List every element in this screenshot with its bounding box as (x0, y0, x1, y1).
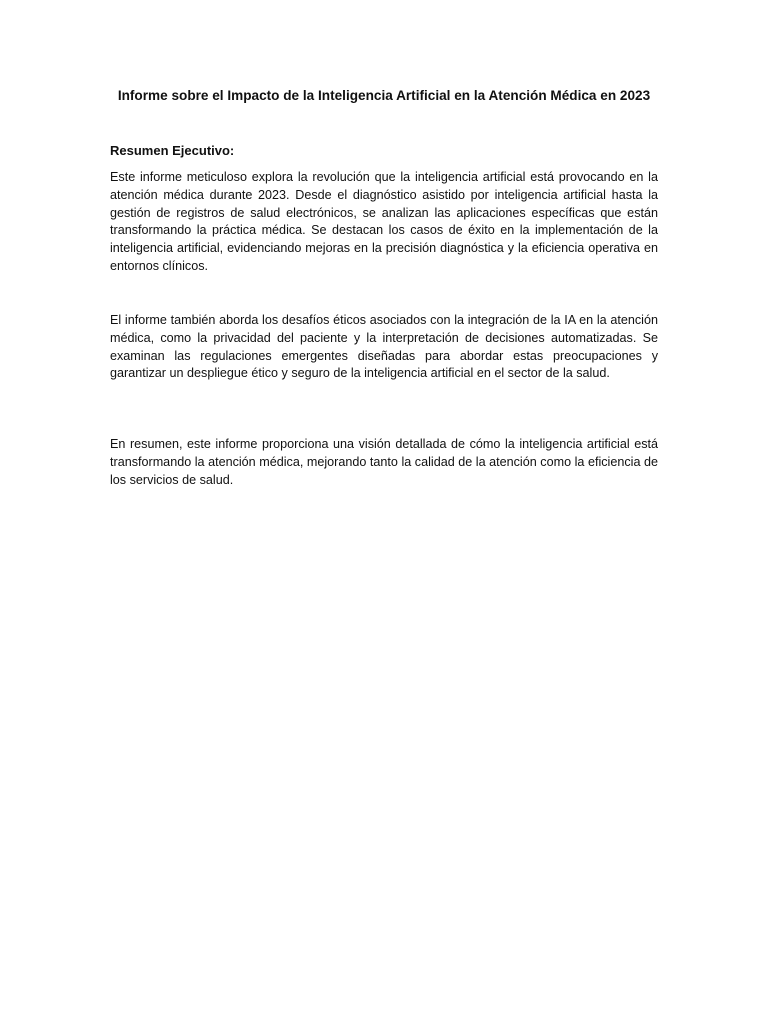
paragraph-conclusion: En resumen, este informe proporciona una visión detallada de cómo la inteligencia artificial está transformando la atención médica, mejorando tanto la calidad de la atención como la eficiencia de los servicios de salud. (110, 437, 658, 487)
paragraph-summary: Este informe meticuloso explora la revolución que la inteligencia artificial está provocando en la atención médica durante 2023. Desde el diagnóstico asistido por inteligencia artificial hasta la gestión de registros de salud electrónicos, se analizan las aplicaciones específicas que están transformando la práctica médica. Se destacan los casos de éxito en la implementación de la inteligencia artificial, evidenciando mejoras en la precisión diagnóstica y la eficiencia operativa en entornos clínicos. (110, 170, 658, 273)
section-heading: Resumen Ejecutivo: (110, 143, 235, 158)
document-title: Informe sobre el Impacto de la Inteligencia Artificial en la Atención Médica en 2023 (117, 88, 651, 103)
paragraph-ethics: El informe también aborda los desafíos éticos asociados con la integración de la IA en la atención médica, como la privacidad del paciente y la interpretación de decisiones automatizadas. Se examinan las regulaciones emergentes diseñadas para abordar estas preocupaciones y garantizar un despliegue ético y seguro de la inteligencia artificial en el sector de la salud. (110, 313, 658, 381)
